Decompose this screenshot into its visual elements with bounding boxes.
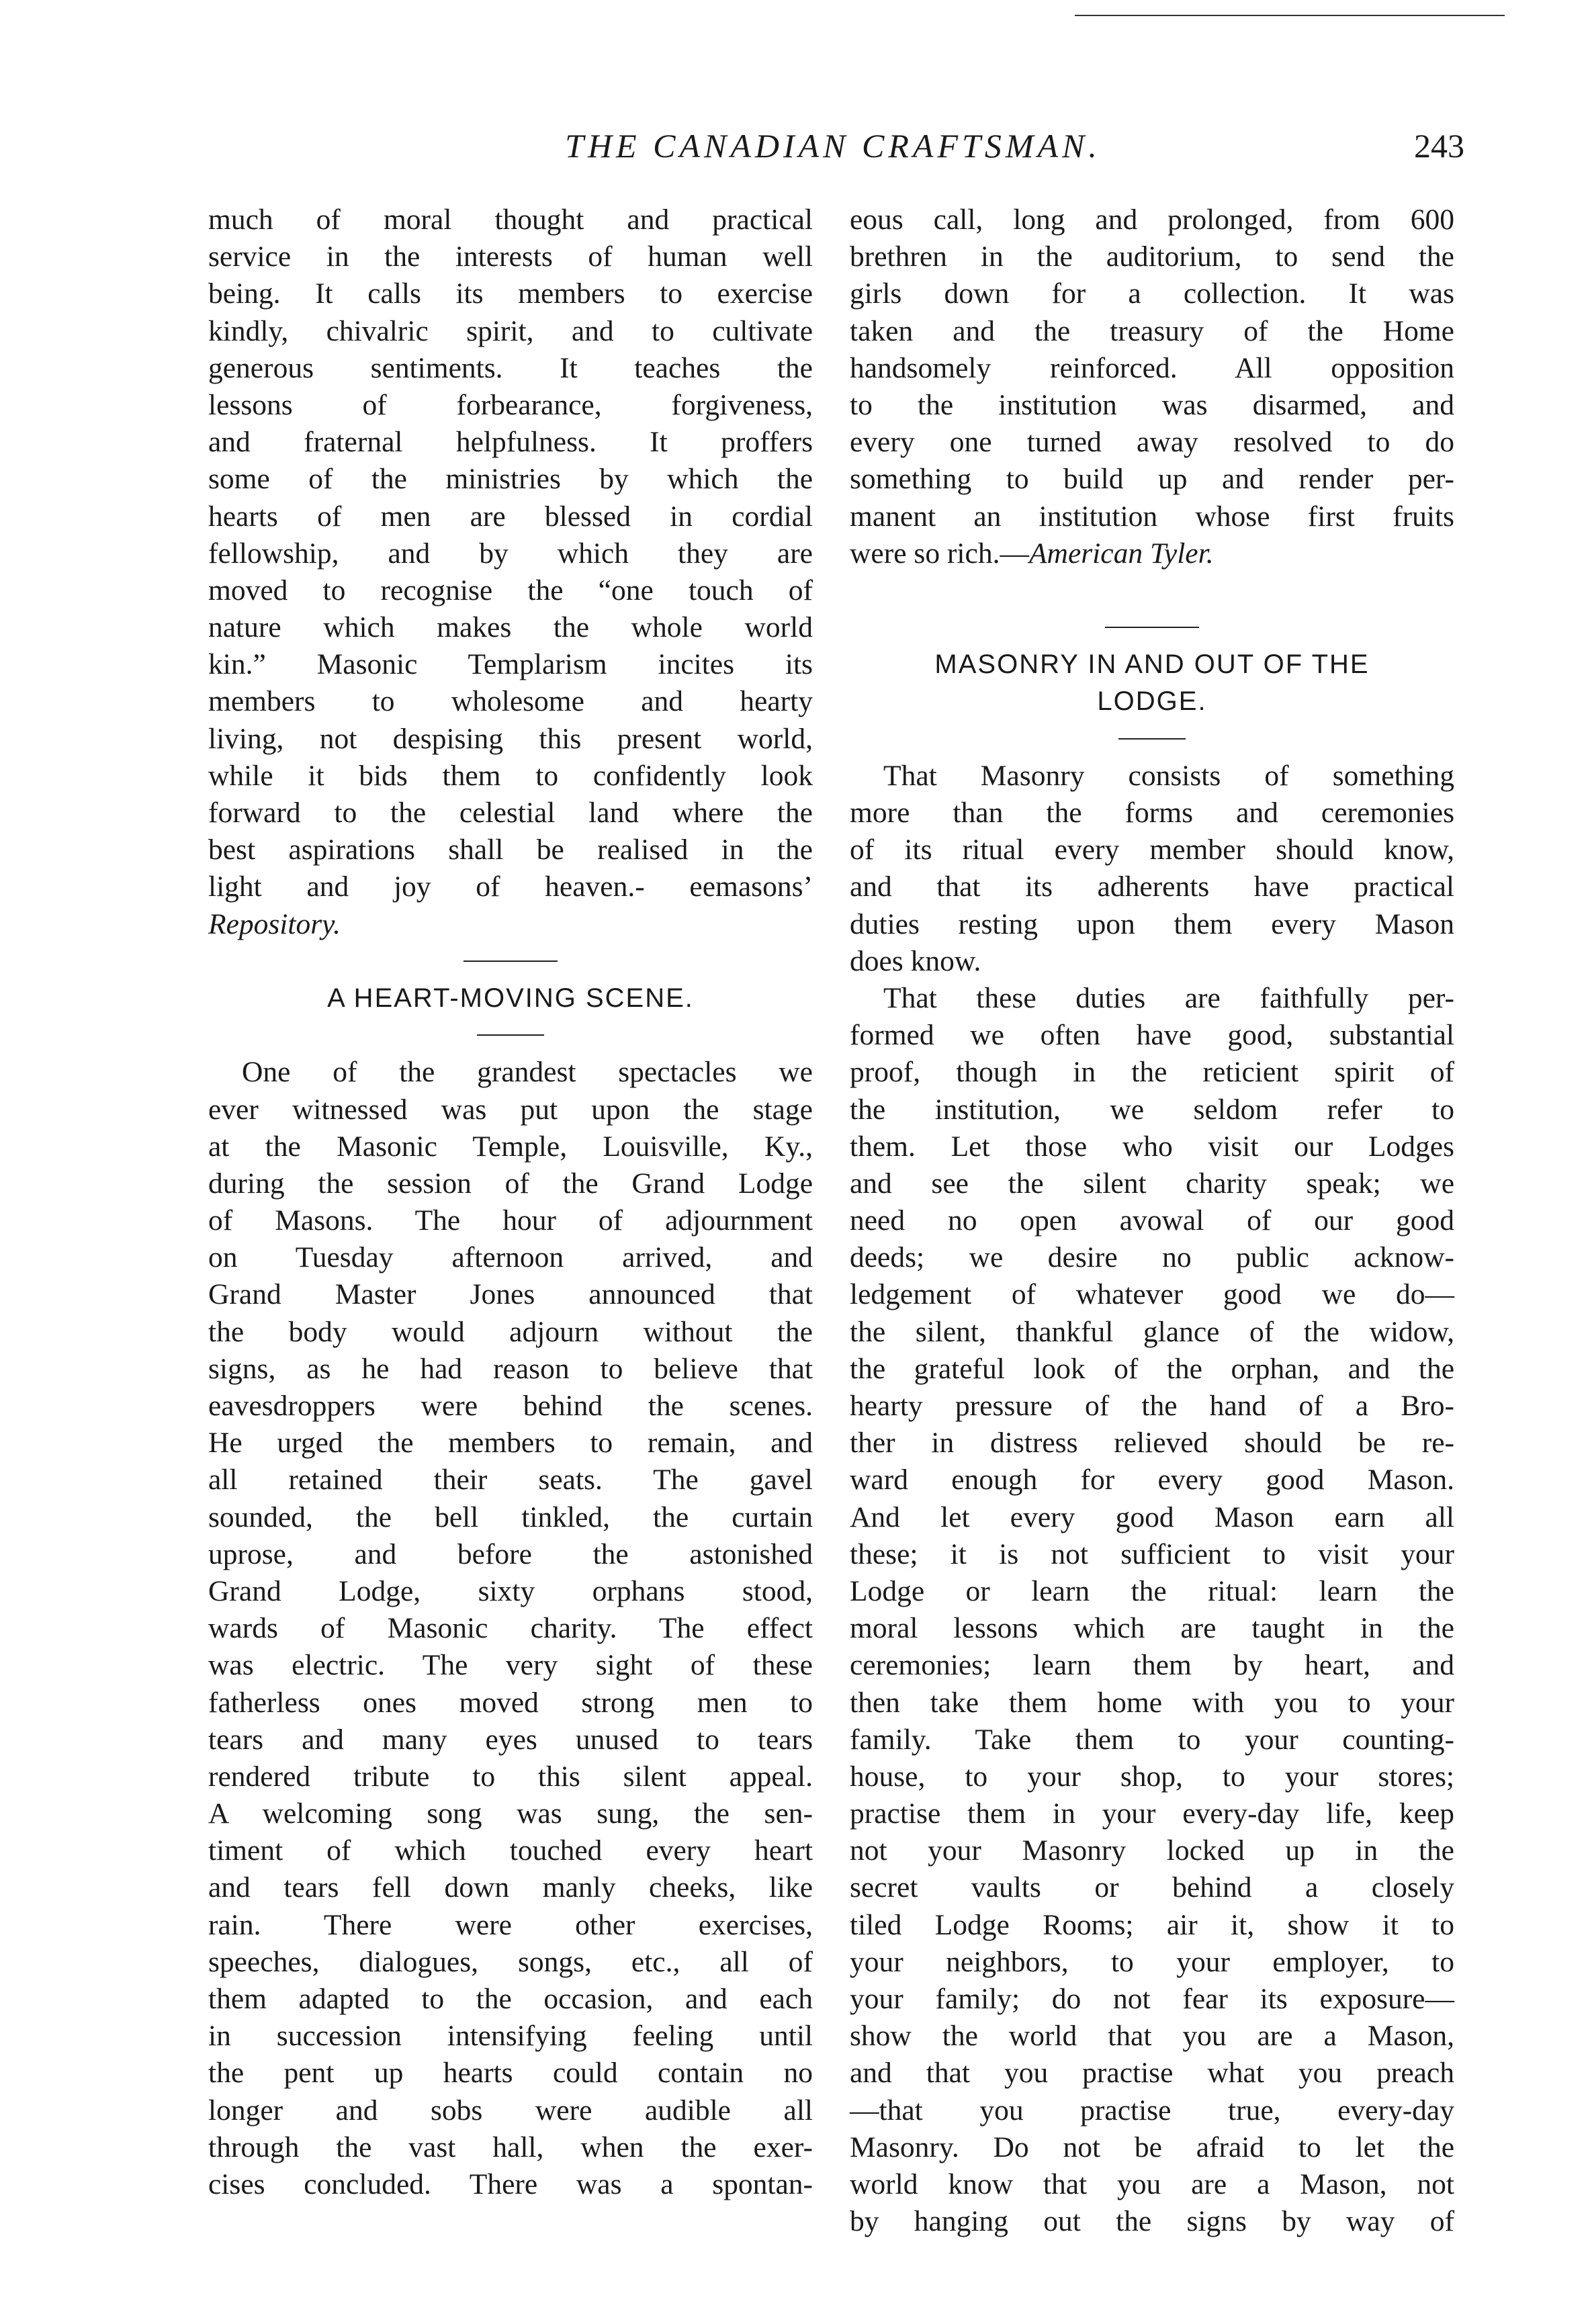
title-rule — [208, 1017, 813, 1054]
text-line: tiled Lodge Rooms; air it, show it to — [850, 1908, 1454, 1941]
text-line: in succession intensifying feeling until — [208, 2020, 813, 2053]
page-header — [202, 126, 1464, 173]
text-line: hearty pressure of the hand of a Bro- — [850, 1390, 1454, 1422]
text-line: not your Masonry locked up in the — [850, 1834, 1454, 1867]
text-line: cises concluded. There was a spontan- — [208, 2167, 813, 2200]
title-rule — [850, 721, 1454, 758]
text-line: taken and the treasury of the Home — [850, 314, 1454, 347]
text-line: moved to recognise the “one touch of — [208, 574, 813, 607]
text-line: all retained their seats. The gavel — [208, 1464, 813, 1496]
section-divider — [208, 943, 813, 980]
text-line: timent of which touched every heart — [208, 1834, 813, 1867]
source-credit: American Tyler. — [1028, 537, 1214, 570]
text-line: kindly, chivalric spirit, and to cultivate — [208, 314, 813, 347]
text-line: then take them home with you to your — [850, 1686, 1454, 1719]
continued-article — [850, 202, 1454, 572]
text-line: rain. There were other exercises, — [208, 1908, 813, 1941]
page-number: 243 — [1414, 127, 1464, 165]
text-line: them adapted to the occasion, and each — [208, 1983, 813, 2015]
text-line: light and joy of heaven.- eemasons’ — [208, 870, 813, 903]
text-line: need no open avowal of our good — [850, 1204, 1454, 1237]
text-line: your family; do not fear its exposure— — [850, 1983, 1454, 2015]
text-line: through the vast hall, when the exer- — [208, 2131, 813, 2163]
text-line: He urged the members to remain, and — [208, 1427, 813, 1460]
text-line: being. It calls its members to exercise — [208, 277, 813, 310]
article-title-line-2: LODGE. — [1097, 686, 1207, 717]
text-line: ther in distress relieved should be re- — [850, 1427, 1454, 1460]
text-line: signs, as he had reason to believe that — [208, 1352, 813, 1385]
text-line: nature which makes the whole world — [208, 611, 813, 644]
text-line: practise them in your every-day life, keep — [850, 1797, 1454, 1830]
text-line: every one turned away resolved to do — [850, 426, 1454, 459]
text-line: kin.” Masonic Templarism incites its — [208, 648, 813, 681]
article-title-line-1: MASONRY IN AND OUT OF THE — [934, 650, 1370, 680]
text-line: of Masons. The hour of adjournment — [208, 1204, 813, 1237]
text-line: more than the forms and ceremonies — [850, 797, 1454, 829]
text-line: living, not despising this present world, — [208, 722, 813, 755]
text-line: while it bids them to confidently look — [208, 759, 813, 792]
text-line: the silent, thankful glance of the widow, — [850, 1315, 1454, 1348]
text-line: hearts of men are blessed in cordial — [208, 500, 813, 533]
text-line: house, to your shop, to your stores; — [850, 1760, 1454, 1793]
source-credit: Repository. — [208, 907, 341, 940]
text-line: at the Masonic Temple, Louisville, Ky., — [208, 1130, 813, 1163]
text-line: fatherless ones moved strong men to — [208, 1686, 813, 1719]
text-line: them. Let those who visit our Lodges — [850, 1130, 1454, 1163]
text-line: and see the silent charity speak; we — [850, 1167, 1454, 1200]
article-body — [850, 758, 1454, 2241]
text-line: eous call, long and prolonged, from 600 — [850, 204, 1454, 236]
text-line: tears and many eyes unused to tears — [208, 1723, 813, 1756]
top-rule — [1075, 15, 1505, 16]
section-divider — [850, 609, 1454, 646]
text-line: was electric. The very sight of these — [208, 1649, 813, 1682]
text-line: That these duties are faithfully per- — [883, 981, 1454, 1014]
text-line: brethren in the auditorium, to send the — [850, 240, 1454, 273]
text-line: rendered tribute to this silent appeal. — [208, 1760, 813, 1793]
text-line: much of moral thought and practical — [208, 204, 813, 236]
text-line: ledgement of whatever good we do— — [850, 1278, 1454, 1311]
text-line: during the session of the Grand Lodge — [208, 1167, 813, 1200]
text-line: your neighbors, to your employer, to — [850, 1945, 1454, 1978]
continued-article — [208, 202, 813, 943]
text-line: some of the ministries by which the — [208, 463, 813, 496]
text-line: One of the grandest spectacles we — [242, 1056, 813, 1089]
text-line: deeds; we desire no public acknow- — [850, 1241, 1454, 1274]
text-line: of its ritual every member should know, — [850, 834, 1454, 866]
text-line: handsomely reinforced. All opposition — [850, 351, 1454, 384]
text-line: the institution, we seldom refer to — [850, 1093, 1454, 1126]
text-line: Masonry. Do not be afraid to let the — [850, 2131, 1454, 2163]
text-line: duties resting upon them every Mason — [850, 907, 1454, 940]
left-column — [208, 202, 813, 2203]
text-line: forward to the celestial land where the — [208, 797, 813, 829]
text-line: the pent up hearts could contain no — [208, 2057, 813, 2090]
text-line: service in the interests of human well — [208, 240, 813, 273]
text-line: That Masonry consists of something — [883, 759, 1454, 792]
text-line: manent an institution whose first fruits — [850, 500, 1454, 533]
spacer — [850, 572, 1454, 609]
text-line: world know that you are a Mason, not — [850, 2167, 1454, 2200]
text-line: Grand Master Jones announced that — [208, 1278, 813, 1311]
text-line: girls down for a collection. It was — [850, 277, 1454, 310]
text-line: members to wholesome and hearty — [208, 685, 813, 718]
text-line: speeches, dialogues, songs, etc., all of — [208, 1945, 813, 1978]
text-line: were so rich.—American Tyler. — [850, 537, 1214, 570]
text-line: does know. — [850, 944, 981, 977]
text-line: longer and sobs were audible all — [208, 2094, 813, 2127]
text-line: and that you practise what you preach — [850, 2057, 1454, 2090]
text-line: sounded, the bell tinkled, the curtain — [208, 1501, 813, 1533]
text-line: proof, though in the reticient spirit of — [850, 1056, 1454, 1089]
text-line: ever witnessed was put upon the stage — [208, 1093, 813, 1126]
right-column — [850, 202, 1454, 2240]
text-line: A welcoming song was sung, the sen- — [208, 1797, 813, 1830]
text-line: these; it is not sufficient to visit your — [850, 1537, 1454, 1570]
text-line: Grand Lodge, sixty orphans stood, — [208, 1574, 813, 1607]
text-line: secret vaults or behind a closely — [850, 1871, 1454, 1904]
text-line: ceremonies; learn them by heart, and — [850, 1649, 1454, 1682]
text-line: And let every good Mason earn all — [850, 1501, 1454, 1533]
article-title: A HEART-MOVING SCENE. — [327, 983, 694, 1013]
text-line: best aspirations shall be realised in the — [208, 834, 813, 866]
text-line: uprose, and before the astonished — [208, 1537, 813, 1570]
text-line: the body would adjourn without the — [208, 1315, 813, 1348]
text-line: —that you practise true, every-day — [850, 2094, 1454, 2127]
text-line: the grateful look of the orphan, and the — [850, 1352, 1454, 1385]
text-line: and tears fell down manly cheeks, like — [208, 1871, 813, 1904]
running-title: THE CANADIAN CRAFTSMAN. — [565, 127, 1101, 165]
text-line: Lodge or learn the ritual: learn the — [850, 1574, 1454, 1607]
text-line: moral lessons which are taught in the — [850, 1612, 1454, 1645]
text-line: eavesdroppers were behind the scenes. — [208, 1390, 813, 1422]
text-line: fellowship, and by which they are — [208, 537, 813, 570]
text-line: by hanging out the signs by way of — [850, 2205, 1454, 2238]
text-line: lessons of forbearance, forgiveness, — [208, 388, 813, 421]
text-line: on Tuesday afternoon arrived, and — [208, 1241, 813, 1274]
text-line: formed we often have good, substantial — [850, 1019, 1454, 1052]
text-line: show the world that you are a Mason, — [850, 2020, 1454, 2053]
text-line: to the institution was disarmed, and — [850, 388, 1454, 421]
text-line: family. Take them to your counting- — [850, 1723, 1454, 1756]
text-line: wards of Masonic charity. The effect — [208, 1612, 813, 1645]
text-line: generous sentiments. It teaches the — [208, 351, 813, 384]
text-line: ward enough for every good Mason. — [850, 1464, 1454, 1496]
text-line: and that its adherents have practical — [850, 870, 1454, 903]
text-line: something to build up and render per- — [850, 463, 1454, 496]
article-body — [208, 1054, 813, 2203]
text-line: and fraternal helpfulness. It proffers — [208, 426, 813, 459]
